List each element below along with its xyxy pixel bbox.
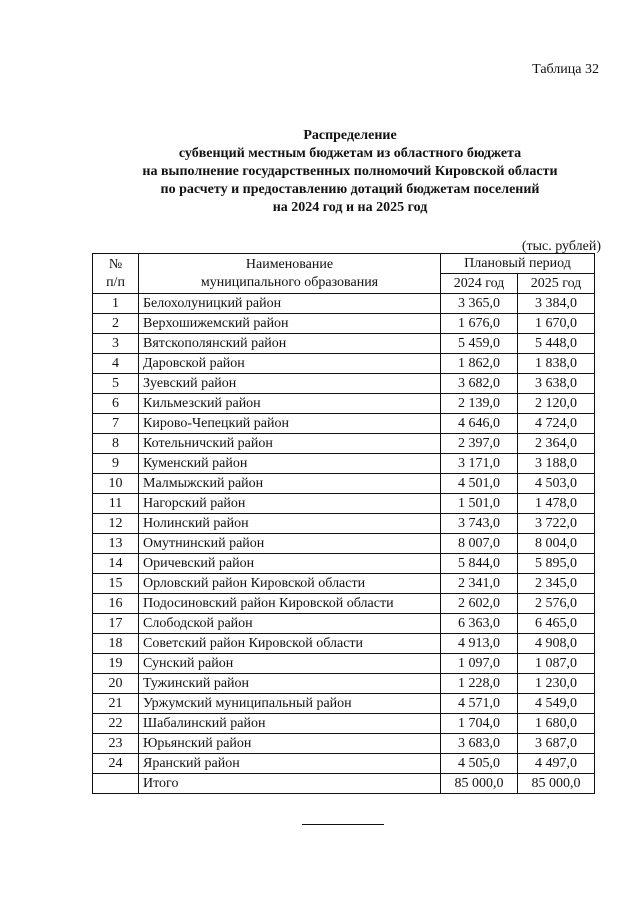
row-number: 6 [93,394,139,414]
row-name: Омутнинский район [139,534,441,554]
table-row [93,534,595,554]
subsidy-table [92,253,595,794]
document-title [60,127,635,217]
row-value-2024: 3 682,0 [441,374,518,394]
row-number: 11 [93,494,139,514]
row-value-2024: 8 007,0 [441,534,518,554]
row-value-2024: 2 602,0 [441,594,518,614]
row-number: 18 [93,634,139,654]
row-value-2024: 3 683,0 [441,734,518,754]
row-value-2025: 1 478,0 [518,494,595,514]
total-row [93,774,595,794]
row-value-2024: 3 171,0 [441,454,518,474]
table-row [93,694,595,714]
row-name: Оричевский район [139,554,441,574]
row-value-2025: 3 687,0 [518,734,595,754]
row-name: Зуевский район [139,374,441,394]
row-value-2024: 1 862,0 [441,354,518,374]
row-number: 22 [93,714,139,734]
row-name: Кирово-Чепецкий район [139,414,441,434]
title-line: на 2024 год и на 2025 год [272,200,428,215]
table-row [93,674,595,694]
row-name: Малмыжский район [139,474,441,494]
row-name: Тужинский район [139,674,441,694]
table-body [93,294,595,794]
row-number: 20 [93,674,139,694]
table-row [93,354,595,374]
row-value-2025: 4 908,0 [518,634,595,654]
row-value-2024: 2 341,0 [441,574,518,594]
row-name: Сунский район [139,654,441,674]
row-value-2025: 3 638,0 [518,374,595,394]
row-number: 9 [93,454,139,474]
table-row [93,414,595,434]
row-name: Советский район Кировской области [139,634,441,654]
table-row [93,294,595,314]
row-value-2024: 4 646,0 [441,414,518,434]
row-number: 23 [93,734,139,754]
row-number: 13 [93,534,139,554]
row-number: 12 [93,514,139,534]
table-row [93,394,595,414]
table-row [93,374,595,394]
row-name: Яранский район [139,754,441,774]
row-value-2024: 2 139,0 [441,394,518,414]
row-number: 1 [93,294,139,314]
table-row [93,334,595,354]
row-value-2025: 1 670,0 [518,314,595,334]
header-num [93,254,139,294]
header-name-line2: муниципального образования [200,274,379,290]
title-line: субвенций местным бюджетам из областного бюджета [178,146,522,161]
row-number: 16 [93,594,139,614]
table-row [93,494,595,514]
row-value-2025: 5 895,0 [518,554,595,574]
row-value-2025: 2 364,0 [518,434,595,454]
row-value-2025: 3 722,0 [518,514,595,534]
row-number: 19 [93,654,139,674]
row-number: 3 [93,334,139,354]
table-row [93,594,595,614]
row-value-2025: 2 120,0 [518,394,595,414]
table-row [93,514,595,534]
total-number [93,774,139,794]
total-label: Итого [139,774,441,794]
row-name: Уржумский муниципальный район [139,694,441,714]
header-period: Плановый период [441,254,595,274]
row-value-2024: 2 397,0 [441,434,518,454]
table-row [93,314,595,334]
row-value-2024: 6 363,0 [441,614,518,634]
table-row [93,434,595,454]
row-name: Нагорский район [139,494,441,514]
row-name: Подосиновский район Кировской области [139,594,441,614]
row-value-2025: 3 384,0 [518,294,595,314]
row-name: Куменский район [139,454,441,474]
row-value-2024: 1 676,0 [441,314,518,334]
row-name: Юрьянский район [139,734,441,754]
row-value-2025: 4 497,0 [518,754,595,774]
row-number: 8 [93,434,139,454]
row-value-2024: 5 459,0 [441,334,518,354]
row-value-2025: 4 724,0 [518,414,595,434]
row-name: Белохолуницкий район [139,294,441,314]
title-line: Распределение [303,128,397,143]
row-value-2025: 8 004,0 [518,534,595,554]
row-number: 24 [93,754,139,774]
table-row [93,474,595,494]
row-number: 5 [93,374,139,394]
row-value-2024: 1 704,0 [441,714,518,734]
row-value-2024: 5 844,0 [441,554,518,574]
header-num-line2: п/п [106,274,125,290]
row-value-2025: 2 576,0 [518,594,595,614]
row-value-2025: 4 549,0 [518,694,595,714]
header-year-2025: 2025 год [518,274,595,294]
row-value-2025: 3 188,0 [518,454,595,474]
row-value-2024: 1 228,0 [441,674,518,694]
row-value-2025: 1 680,0 [518,714,595,734]
row-value-2024: 3 743,0 [441,514,518,534]
table-row [93,734,595,754]
row-name: Котельничский район [139,434,441,454]
row-value-2024: 4 505,0 [441,754,518,774]
row-value-2024: 4 501,0 [441,474,518,494]
row-value-2024: 1 501,0 [441,494,518,514]
header-name-line1: Наименование [245,256,334,272]
units-label: (тыс. рублей) [521,239,601,254]
row-number: 4 [93,354,139,374]
row-name: Кильмезский район [139,394,441,414]
table-row [93,714,595,734]
table-row [93,654,595,674]
row-value-2025: 1 230,0 [518,674,595,694]
row-name: Слободской район [139,614,441,634]
header-year-2024: 2024 год [441,274,518,294]
table-number: Таблица 32 [532,62,599,77]
footer-divider [302,824,384,825]
table-row [93,634,595,654]
title-line: по расчету и предоставлению дотаций бюджетам поселений [160,182,540,197]
total-value-2025: 85 000,0 [518,774,595,794]
title-line: на выполнение государственных полномочий Кировской области [142,164,558,179]
row-value-2025: 5 448,0 [518,334,595,354]
row-number: 14 [93,554,139,574]
row-value-2025: 1 838,0 [518,354,595,374]
row-value-2024: 3 365,0 [441,294,518,314]
total-value-2024: 85 000,0 [441,774,518,794]
table-row [93,614,595,634]
row-value-2024: 4 913,0 [441,634,518,654]
row-number: 17 [93,614,139,634]
row-name: Вятскополянский район [139,334,441,354]
row-value-2025: 2 345,0 [518,574,595,594]
row-name: Верхошижемский район [139,314,441,334]
row-number: 21 [93,694,139,714]
row-value-2024: 1 097,0 [441,654,518,674]
row-number: 7 [93,414,139,434]
header-num-line1: № [108,256,123,272]
table-row [93,454,595,474]
row-value-2024: 4 571,0 [441,694,518,714]
row-name: Даровской район [139,354,441,374]
row-number: 2 [93,314,139,334]
row-name: Орловский район Кировской области [139,574,441,594]
row-value-2025: 4 503,0 [518,474,595,494]
row-number: 10 [93,474,139,494]
table-row [93,574,595,594]
row-name: Шабалинский район [139,714,441,734]
table-row [93,554,595,574]
header-name [139,254,441,294]
row-number: 15 [93,574,139,594]
table-row [93,754,595,774]
row-value-2025: 6 465,0 [518,614,595,634]
row-name: Нолинский район [139,514,441,534]
row-value-2025: 1 087,0 [518,654,595,674]
